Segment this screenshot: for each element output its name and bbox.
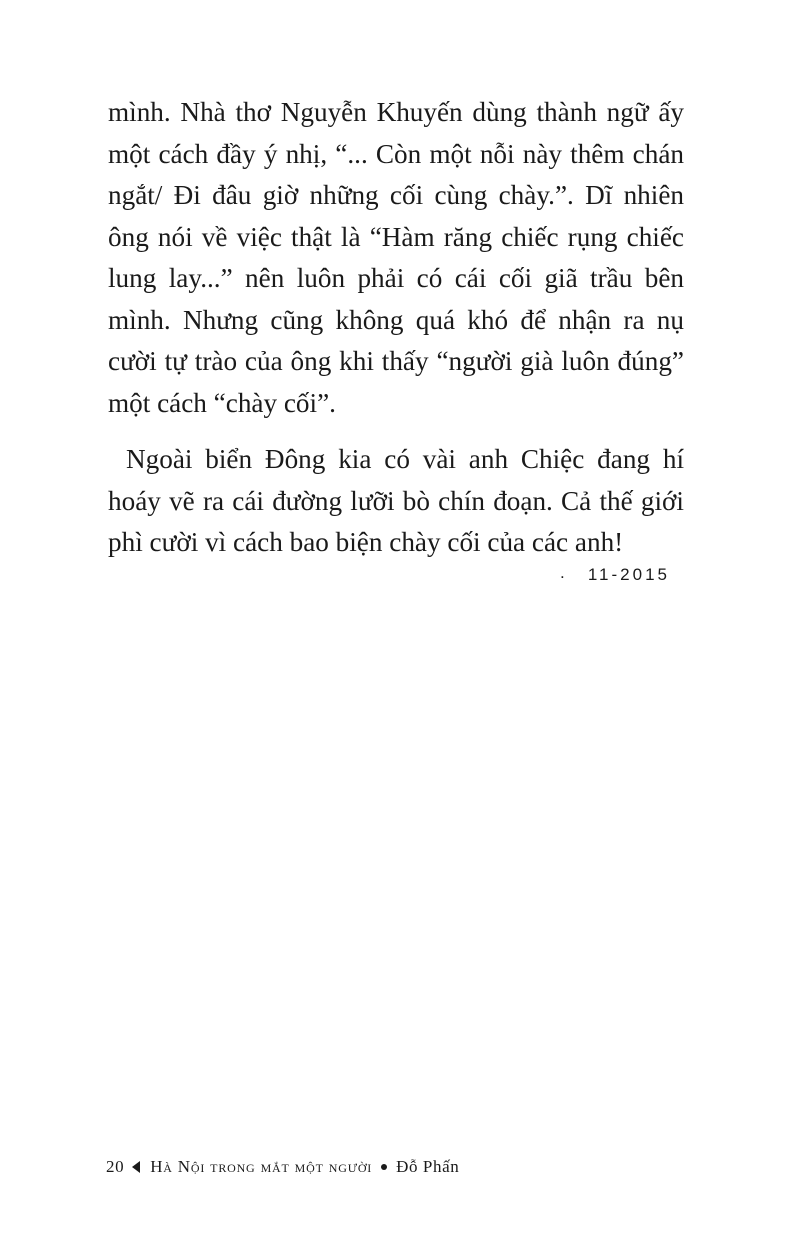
- running-head-title: Hà Nội trong mắt một người: [150, 1157, 373, 1176]
- running-head-author: Đỗ Phấn: [396, 1157, 460, 1176]
- paragraph-1: mình. Nhà thơ Nguyễn Khuyến dùng thành ngữ ấy một cách đầy ý nhị, “... Còn một nỗi này thêm chán ngắt/ Đi đâu giờ những cối cùng chày.”. Dĩ nhiên ông nói về việc thật là “Hàm răng chiếc rụng chiếc lung lay...” nên luôn phải có cái cối giã trầu bên mình. Nhưng cũng không quá khó để nhận ra nụ cười tự trào của ông khi thấy “người già luôn đúng” một cách “chày cối”.: [108, 97, 684, 418]
- left-triangle-icon: [132, 1161, 140, 1173]
- page-number: 20: [106, 1157, 125, 1176]
- date-mark: .: [560, 563, 565, 582]
- page-footer: [106, 1157, 459, 1177]
- paragraph-2: Ngoài biển Đông kia có vài anh Chiệc đang hí hoáy vẽ ra cái đường lưỡi bò chín đoạn. Cả thế giới phì cười vì cách bao biện chày cối của các anh!: [108, 444, 684, 557]
- date-signature: 11-2015: [587, 565, 670, 584]
- body-text: [108, 92, 684, 564]
- bullet-separator: [381, 1164, 387, 1170]
